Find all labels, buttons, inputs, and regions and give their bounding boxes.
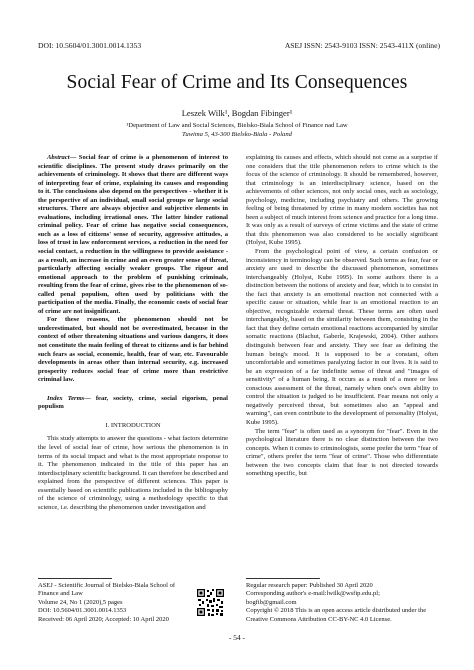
license-statement: Copyright © 2018 This is an open access article distributed under the Creative Commons Attribution CC-BY-NC 4.0 License. xyxy=(246,607,427,623)
issn-header: ASEJ ISSN: 2543-9103 ISSN: 2543-411X (online) xyxy=(284,41,440,50)
affiliation-line-1: ¹Department of Law and Social Sciences, Bielsko-Biala School of Finance nad Law xyxy=(126,122,348,129)
right-paragraph-3: The term "fear" is often used as a synonym for "fear". Even in the psychological literature there is no clear distinction between the two concepts. When it comes to criminologists, some prefer the term "fear of crime", others prefer the term "fear of crime". Those who differentiate between the two concepts claim that fear is not directed towards something specific, but xyxy=(246,427,438,478)
corresponding-author: Corresponding author's e-mail:lwilk@wsfip.edu.pl; xyxy=(246,590,380,598)
journal-name: ASEJ - Scientific Journal of Bielsko-Biala School of Finance and Law xyxy=(38,582,176,598)
right-paragraph-2: From the psychological point of view, a certain confusion or inconsistency in terminology can be observed. Such terms as fear, fear or anxiety are used to describe the discussed phenomenon, sometimes interchangeably (Holyst, Kube 1995). In some authors there is a distinction between the notions of anxiety and fear, which is to consist in the fact that anxiety is an emotional reaction not connected with a specific cause or situation, while fear is an emotional reaction to an objective, recognizable external threat. These terms are often used interchangeably, based on the similarity between them, consisting in the fact that they define certain emotional reactions accompanied by similar somatic reactions (Blachut, Gaberle, Krajewski, 2004). Other authors distinguish between fear and anxiety. They see fear as defining the human being's mood. It is supposed to be a constant, often uncomfortable and sometimes paralyzing factor in our lives. It is said to be an expression of a far indefinite sense of threat and "images of sensitivity" of a human being. It occurs as a result of a more or less conscious assessment of the threat, namely when one's own ability to control the situation is judged to be insufficient. Fear means not only a negatively perceived threat, but sometimes also an "appeal and warning", can even contribute to the development of personality (Holyst, Kube 1995). xyxy=(246,248,438,426)
qr-code-icon xyxy=(196,588,225,617)
doi-header: DOI: 10.5604/01.3001.0014.1353 xyxy=(38,41,142,50)
left-column xyxy=(38,154,228,512)
footnote-rule-left xyxy=(38,578,112,579)
volume-info: Volume 24, No 1 (2020),5 pages xyxy=(38,598,123,606)
abstract-label: Abstract xyxy=(47,154,70,161)
footnote-rule-right xyxy=(246,578,320,579)
index-terms-text: — fear, society, crime, social rigorism, penal populism xyxy=(38,394,228,411)
abstract-paragraph-2: For these reasons, the phenomenon should not be underestimated, but should not be overestimated, because in the context of other threatening situations and various dangers, it does not constitute the main feeling of threat to citizens and is far behind such fears as social, economic, health, fear of war, etc. Favourable developments in areas other than internal security, e.g. increased prosperity reduces social fear of crime more than restrictive criminal law. xyxy=(38,316,228,384)
secondary-email: bogfib@gmail.com xyxy=(246,598,297,606)
introduction-paragraph: This study attempts to answer the questions - what factors determine the level of social fear of crime, how serious the phenomenon is in terms of its social impact and what is the most appropriate response to it. The phenomenon indicated in the title of this paper has an interdisciplinary scientific background. It can therefore be described and explained from the perspective of different sciences. This paper is essentially based on scientific publications included in the bibliography of the science of criminology, using a methodology specific to that science, i.e. describing the phenomenon under investigation and xyxy=(38,435,228,511)
right-column xyxy=(246,154,438,479)
index-terms-label: Index Terms xyxy=(47,394,85,402)
authors: Leszek Wilk¹, Bogdan Fibinger¹ xyxy=(181,108,293,118)
index-terms xyxy=(38,395,228,412)
footer-doi: DOI: 10.5604/01.3001.0014.1353 xyxy=(38,607,127,615)
affiliation-line-2: Tuwima 5, 43-300 Bielsko-Biala - Poland xyxy=(182,131,292,138)
paper-title: Social Fear of Crime and Its Consequences xyxy=(66,72,408,93)
section-heading-introduction: I. INTRODUCTION xyxy=(105,421,161,429)
publication-footer xyxy=(246,582,442,624)
published-date: Regular research paper: Published 30 April 2020 xyxy=(246,582,373,589)
journal-footer xyxy=(38,582,188,624)
abstract-text: — Social fear of crime is a phenomenon of interest to scientific disciplines. The present study draws primarily on the achievements of criminology. It shows that there are different ways of interpreting fear of crime, explaining its causes and responding to it. The conclusions also depend on the perspectives - whether it is the perspective of an individual, small social groups or large social structures. There are always objective and subjective elements in evaluations, including irrational ones. The latter hinder rational criminal policy. Fear of crime has negative social consequences, such as a loss of citizens' sense of security, aggressive attitudes, a loss of trust in law enforcement services, a reduction in the need for social contact, a reduction in the willingness to provide assistance - as a result, an increase in crime and an even greater sense of threat, particularly affecting socially weaker groups. The rigour and emotional approach to the problem of punishing criminals, resulting from the fear of crime, gives rise to the phenomenon of so-called penal populism, often used by politicians with the participation of the media. Finally, the economic costs of social fear of crime are not insignificant. xyxy=(38,154,228,315)
received-accepted-dates: Received: 06 April 2020; Accepted: 10 April 2020 xyxy=(38,615,169,623)
abstract-paragraph xyxy=(38,154,228,316)
right-paragraph-1: explaining its causes and effects, which should not come as a surprise if one considers that the title phenomenon refers to crime which is the focus of the science of criminology. It should be remembered, however, that criminology is an interdisciplinary science, based on the achievements of other sciences, not only social ones, such as sociology, psychology, medicine, including psychiatry and others. The growing feeling of being threatened by crime in many modern societies has not been a subject of much interest from science and practice for a long time. It was only as a result of surveys of crime victims and the state of crime that this phenomenon was also considered to be socially significant (Holyst, Kube 1995). xyxy=(246,154,438,247)
page-number: - 54 - xyxy=(228,633,245,642)
